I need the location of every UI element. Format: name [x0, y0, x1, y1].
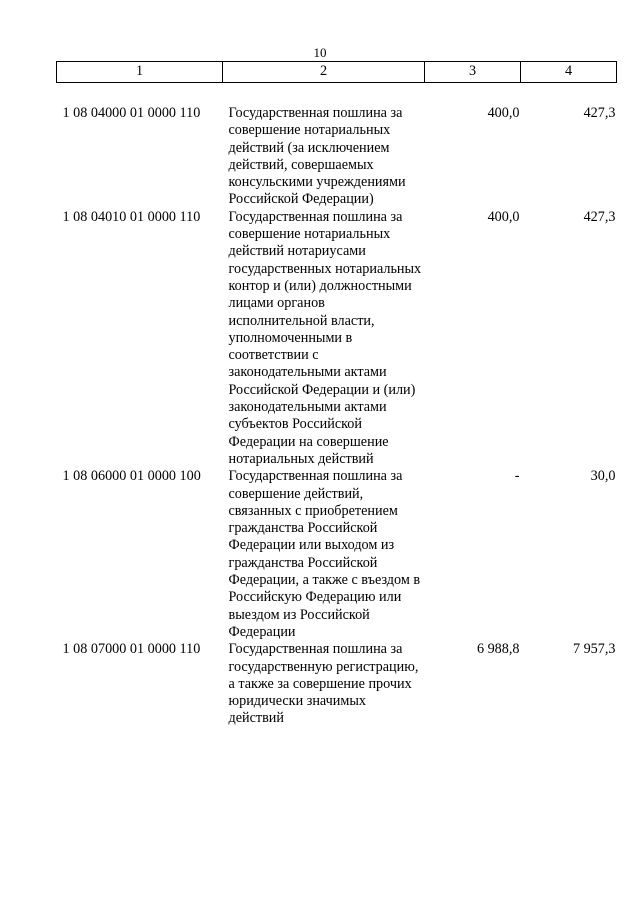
revenue-name: Государственная пошлина за совершение нотариальных действий (за исключением действий, совершаемых консульскими учреждениями Российской Федерации) — [228, 105, 406, 208]
value-col-4: 7 957,3 — [572, 641, 616, 658]
value-col-4: 427,3 — [583, 208, 616, 225]
header-col-3: 3 — [425, 62, 521, 83]
revenue-code: 1 08 04010 01 0000 110 — [62, 208, 201, 225]
page-number: 10 — [313, 45, 327, 60]
table-header — [57, 62, 617, 83]
header-col-2: 2 — [223, 62, 425, 83]
value-col-4: 427,3 — [583, 105, 616, 121]
revenue-name: Государственная пошлина за государственную регистрацию, а также за совершение прочих юридически значимых действий — [228, 641, 419, 727]
value-col-4: 30,0 — [590, 468, 616, 485]
table-body — [57, 83, 617, 728]
revenue-code: 1 08 07000 01 0000 110 — [62, 641, 201, 658]
header-col-4: 4 — [521, 62, 617, 83]
value-col-3: 400,0 — [487, 208, 520, 225]
header-row — [57, 62, 617, 83]
value-col-3: - — [514, 468, 520, 485]
table-row — [57, 209, 617, 468]
table-row — [57, 641, 617, 727]
value-col-3: 400,0 — [487, 105, 520, 121]
revenue-name: Государственная пошлина за совершение действий, связанных с приобретением гражданства Российской Федерации или выходом из гражданства Российской Федерации, а также с въездом в Российскую Федерацию или выездом из Российской Федерации — [228, 468, 421, 640]
header-col-1: 1 — [57, 62, 223, 83]
table-row — [57, 468, 617, 641]
revenue-name: Государственная пошлина за совершение нотариальных действий нотариусами государственных нотариальных контор и (или) должностными лицами органов исполнительной власти, уполномоченными в соответствии с законодательными актами Российской Федерации и (или) законодательными актами субъектов Российской Федерации на совершение нотариальных действий — [228, 208, 422, 467]
revenue-code: 1 08 06000 01 0000 100 — [62, 468, 201, 485]
revenue-code: 1 08 04000 01 0000 110 — [62, 105, 201, 121]
budget-revenue-table — [56, 61, 617, 728]
table-row — [57, 83, 617, 209]
value-col-3: 6 988,8 — [476, 641, 520, 658]
